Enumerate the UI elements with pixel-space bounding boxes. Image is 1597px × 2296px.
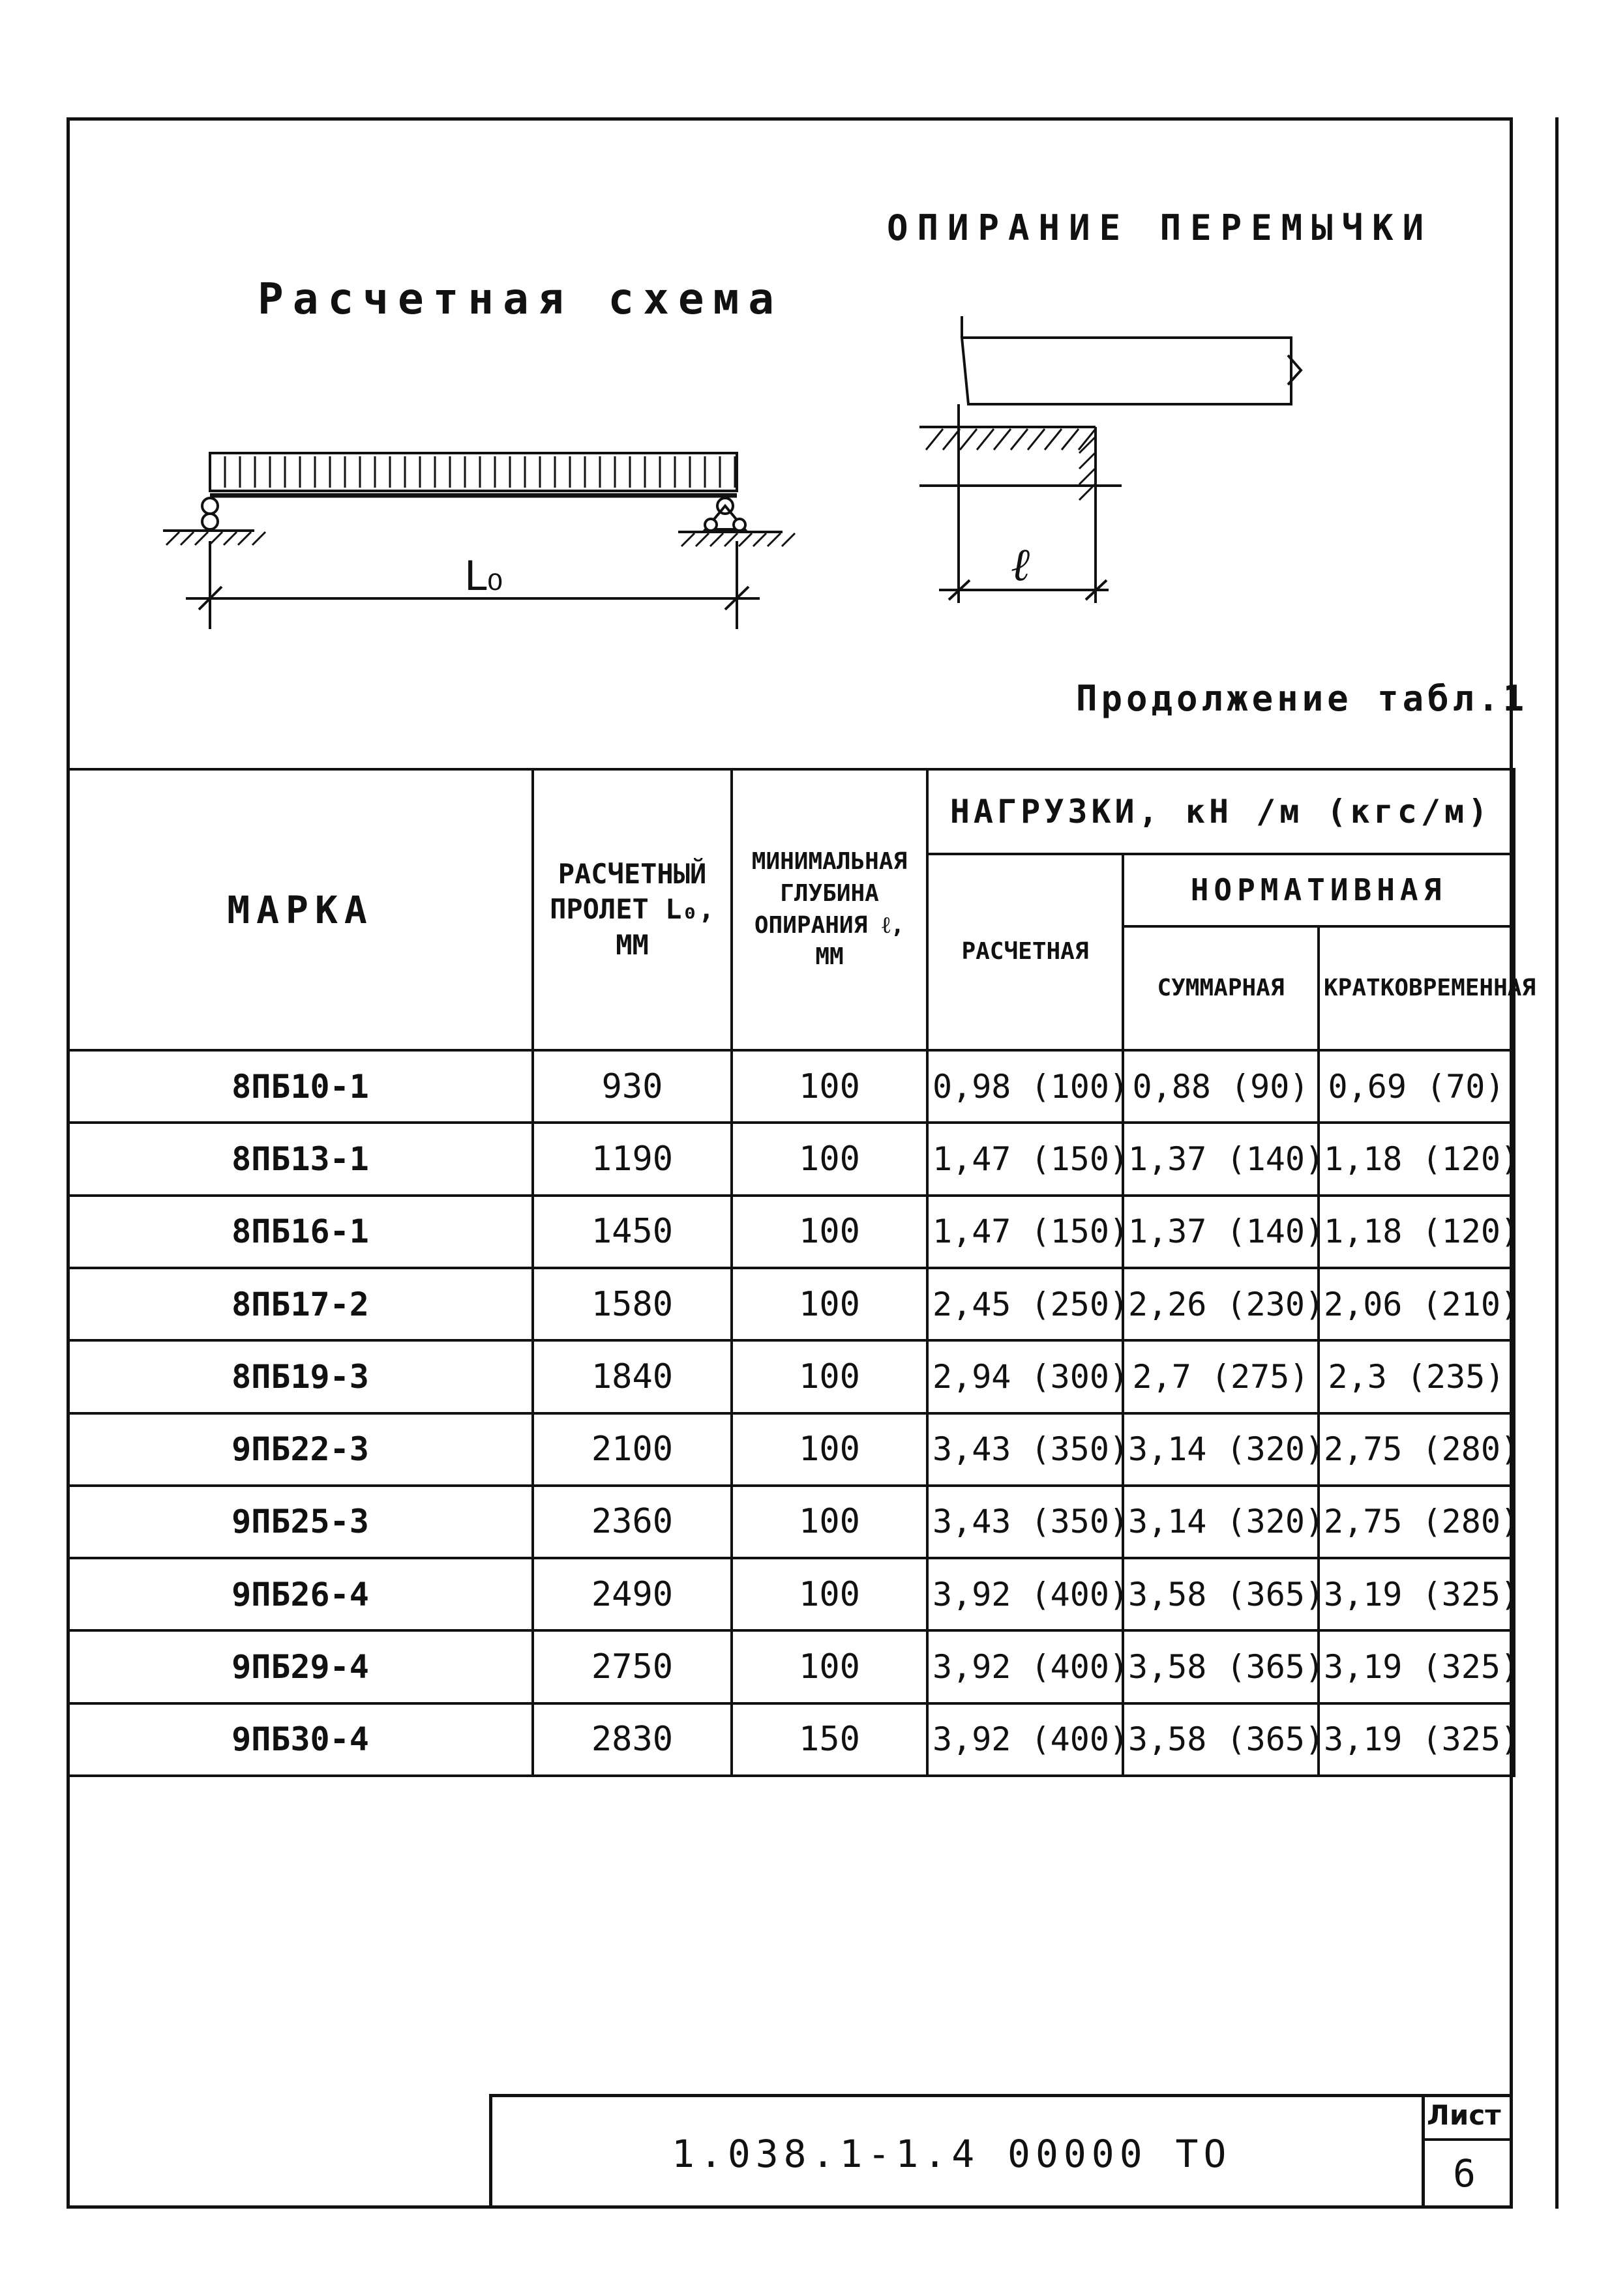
cell-total-load: 0,88 (90) bbox=[1123, 1050, 1319, 1123]
header-loads: НАГРУЗКИ, кН /м (кгс/м) bbox=[927, 769, 1514, 854]
cell-short-load: 1,18 (120) bbox=[1319, 1123, 1514, 1195]
cell-short-load: 0,69 (70) bbox=[1319, 1050, 1514, 1123]
cell-total-load: 1,37 (140) bbox=[1123, 1123, 1319, 1195]
cell-depth: 100 bbox=[732, 1630, 927, 1703]
header-span: РАСЧЕТНЫЙ ПРОЛЕТ L₀, ММ bbox=[533, 769, 732, 1050]
header-short-term: КРАТКОВРЕМЕННАЯ bbox=[1319, 926, 1514, 1051]
cell-design-load: 3,92 (400) bbox=[927, 1558, 1123, 1630]
cell-short-load: 2,3 (235) bbox=[1319, 1340, 1514, 1413]
cell-depth: 100 bbox=[732, 1413, 927, 1486]
cell-design-load: 2,94 (300) bbox=[927, 1340, 1123, 1413]
cell-mark: 8ПБ19-3 bbox=[68, 1340, 533, 1413]
cell-total-load: 3,58 (365) bbox=[1123, 1558, 1319, 1630]
cell-depth: 150 bbox=[732, 1703, 927, 1776]
left-pin-lower bbox=[202, 514, 218, 529]
right-roller-b bbox=[734, 519, 745, 531]
document-code: 1.038.1-1.4 00000 ТО bbox=[672, 2132, 1232, 2176]
cell-short-load: 3,19 (325) bbox=[1319, 1703, 1514, 1776]
header-depth: МИНИМАЛЬНАЯ ГЛУБИНА ОПИРАНИЯ ℓ, ММ bbox=[732, 769, 927, 1050]
table-row bbox=[68, 1486, 1514, 1558]
table-row bbox=[68, 1340, 1514, 1413]
cell-span: 1450 bbox=[533, 1196, 732, 1268]
cell-short-load: 3,19 (325) bbox=[1319, 1630, 1514, 1703]
cell-short-load: 2,75 (280) bbox=[1319, 1413, 1514, 1486]
cell-depth: 100 bbox=[732, 1486, 927, 1558]
span-label: L₀ bbox=[464, 552, 503, 600]
load-hatching bbox=[225, 456, 735, 488]
header-normative-load: НОРМАТИВНАЯ bbox=[1123, 854, 1514, 926]
cell-depth: 100 bbox=[732, 1340, 927, 1413]
cell-design-load: 3,43 (350) bbox=[927, 1413, 1123, 1486]
cell-design-load: 3,92 (400) bbox=[927, 1703, 1123, 1776]
cell-design-load: 0,98 (100) bbox=[927, 1050, 1123, 1123]
right-roller-a bbox=[705, 519, 717, 531]
table-row bbox=[68, 1196, 1514, 1268]
table-row bbox=[68, 1123, 1514, 1195]
cell-total-load: 3,58 (365) bbox=[1123, 1703, 1319, 1776]
cell-mark: 9ПБ29-4 bbox=[68, 1630, 533, 1703]
cell-mark: 9ПБ26-4 bbox=[68, 1558, 533, 1630]
cell-total-load: 1,37 (140) bbox=[1123, 1196, 1319, 1268]
cell-mark: 9ПБ25-3 bbox=[68, 1486, 533, 1558]
table-row bbox=[68, 1703, 1514, 1776]
cell-design-load: 2,45 (250) bbox=[927, 1268, 1123, 1340]
left-pin-support bbox=[202, 498, 218, 514]
diagrams-svg bbox=[0, 0, 1597, 769]
distributed-load-band bbox=[210, 453, 737, 491]
cell-mark: 8ПБ17-2 bbox=[68, 1268, 533, 1340]
table-body bbox=[68, 1050, 1521, 1776]
table-row bbox=[68, 1050, 1514, 1123]
cell-total-load: 3,14 (320) bbox=[1123, 1413, 1319, 1486]
cell-span: 930 bbox=[533, 1050, 732, 1123]
support-depth-label: ℓ bbox=[1011, 538, 1030, 591]
cell-design-load: 3,43 (350) bbox=[927, 1486, 1123, 1558]
header-mark: МАРКА bbox=[68, 769, 533, 1050]
cell-span: 2750 bbox=[533, 1630, 732, 1703]
cell-span: 2830 bbox=[533, 1703, 732, 1776]
cell-span: 2490 bbox=[533, 1558, 732, 1630]
wall-hatching bbox=[926, 429, 1096, 500]
sheet-label: Лист bbox=[1427, 2099, 1501, 2131]
cell-short-load: 3,19 (325) bbox=[1319, 1558, 1514, 1630]
cell-total-load: 2,7 (275) bbox=[1123, 1340, 1319, 1413]
ground-hatching bbox=[166, 532, 795, 546]
cell-depth: 100 bbox=[732, 1558, 927, 1630]
lintel-section bbox=[962, 338, 1291, 404]
cell-mark: 8ПБ16-1 bbox=[68, 1196, 533, 1268]
cell-mark: 9ПБ22-3 bbox=[68, 1413, 533, 1486]
cell-span: 1190 bbox=[533, 1123, 732, 1195]
cell-mark: 8ПБ13-1 bbox=[68, 1123, 533, 1195]
table-row bbox=[68, 1558, 1514, 1630]
cell-span: 1840 bbox=[533, 1340, 732, 1413]
cell-span: 2360 bbox=[533, 1486, 732, 1558]
table-row bbox=[68, 1413, 1514, 1486]
cell-mark: 9ПБ30-4 bbox=[68, 1703, 533, 1776]
cell-depth: 100 bbox=[732, 1123, 927, 1195]
cell-depth: 100 bbox=[732, 1268, 927, 1340]
cell-design-load: 1,47 (150) bbox=[927, 1123, 1123, 1195]
lintel-support-diagram bbox=[919, 316, 1301, 603]
cell-short-load: 2,75 (280) bbox=[1319, 1486, 1514, 1558]
lintel-support-title: ОПИРАНИЕ ПЕРЕМЫЧКИ bbox=[887, 207, 1433, 248]
table-row bbox=[68, 1268, 1514, 1340]
cell-span: 2100 bbox=[533, 1413, 732, 1486]
sheet-divider bbox=[1422, 2138, 1513, 2141]
cell-span: 1580 bbox=[533, 1268, 732, 1340]
sheet-number: 6 bbox=[1453, 2151, 1476, 2196]
design-scheme-diagram bbox=[163, 453, 795, 629]
cell-design-load: 3,92 (400) bbox=[927, 1630, 1123, 1703]
cell-total-load: 3,14 (320) bbox=[1123, 1486, 1319, 1558]
cell-depth: 100 bbox=[732, 1196, 927, 1268]
cell-depth: 100 bbox=[732, 1050, 927, 1123]
cell-design-load: 1,47 (150) bbox=[927, 1196, 1123, 1268]
lintel-loads-table bbox=[67, 768, 1536, 1777]
table-continuation-label: Продолжение табл.1 bbox=[1076, 678, 1529, 719]
cell-total-load: 3,58 (365) bbox=[1123, 1630, 1319, 1703]
cell-short-load: 1,18 (120) bbox=[1319, 1196, 1514, 1268]
cell-short-load: 2,06 (210) bbox=[1319, 1268, 1514, 1340]
cell-mark: 8ПБ10-1 bbox=[68, 1050, 533, 1123]
table-row bbox=[68, 1630, 1514, 1703]
header-total: СУММАРНАЯ bbox=[1123, 926, 1319, 1051]
design-scheme-title: Расчетная схема bbox=[258, 274, 784, 324]
cell-total-load: 2,26 (230) bbox=[1123, 1268, 1319, 1340]
header-design-load: РАСЧЕТНАЯ bbox=[927, 854, 1123, 1050]
